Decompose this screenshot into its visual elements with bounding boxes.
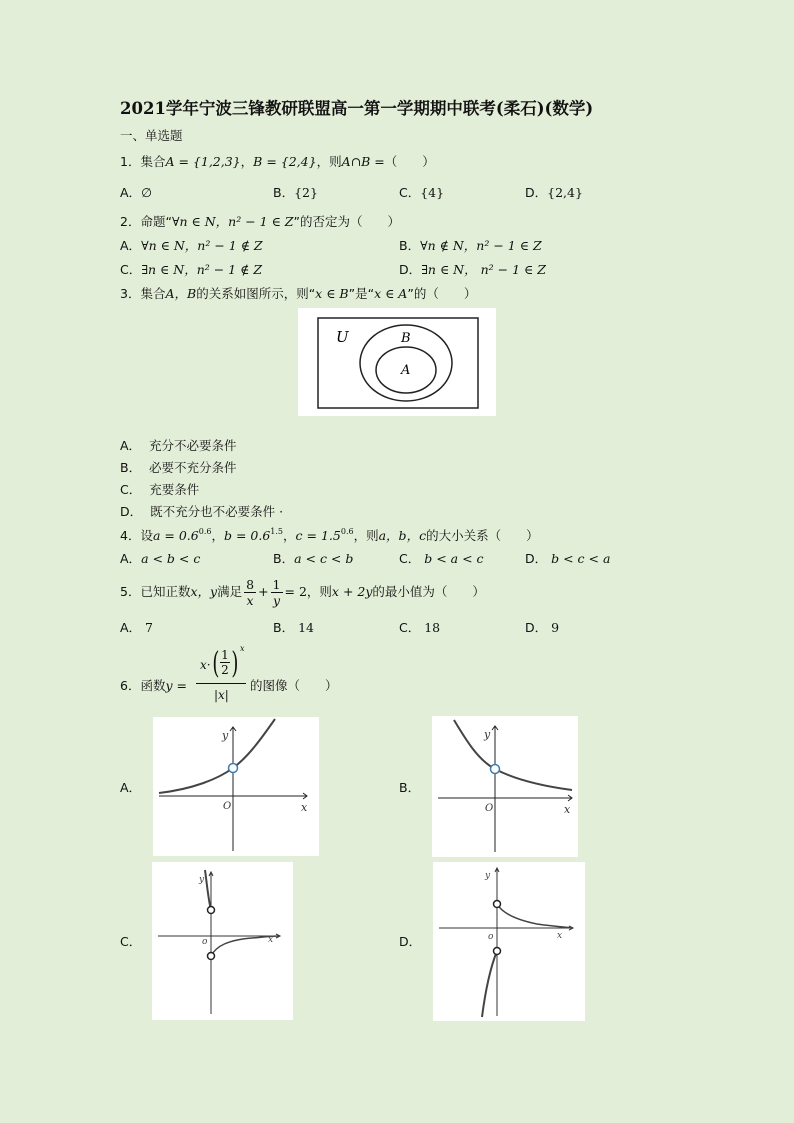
- q2-option-d[interactable]: [399, 262, 546, 278]
- option-label: C．: [120, 482, 142, 497]
- q6-half-den: 2: [221, 663, 229, 677]
- x-label: x: [268, 935, 274, 945]
- q1-number: 1．: [120, 154, 141, 169]
- option-text: 14: [298, 620, 314, 635]
- option-label: B．: [273, 620, 295, 635]
- option-text: 充分不必要条件: [149, 438, 237, 453]
- q6-option-c[interactable]: C．: [120, 934, 142, 949]
- stray-dot: ·: [279, 504, 284, 519]
- label-u: U: [336, 328, 349, 346]
- q4-option-a[interactable]: [120, 551, 200, 567]
- q5-frac-2: [271, 577, 283, 608]
- option-label: B．: [399, 238, 421, 253]
- q4-sep: ，: [211, 528, 224, 543]
- q4-ask-pre: ，则: [353, 528, 379, 543]
- option-text: {4}: [420, 185, 445, 200]
- q1-option-a[interactable]: [120, 185, 152, 201]
- q5-plus: +: [258, 584, 269, 599]
- q1-set-b: B = {2,4}: [253, 154, 317, 169]
- question-4: [120, 528, 539, 544]
- q5-option-d[interactable]: [525, 620, 559, 636]
- q1-option-d[interactable]: [525, 185, 583, 201]
- open-point-upper: [494, 901, 501, 908]
- q3-sets: A，B: [165, 286, 197, 301]
- q1-set-a: A = {1,2,3}: [165, 154, 241, 169]
- q4-sep: ，: [283, 528, 296, 543]
- open-point: [229, 764, 238, 773]
- q5-frac-1: [244, 577, 256, 608]
- q2-proposition: ∀n ∈ N，n² − 1 ∈ Z: [171, 214, 294, 229]
- label-b: B: [401, 331, 411, 346]
- option-label: D．: [525, 185, 548, 200]
- origin-label: O: [223, 801, 232, 812]
- q4-option-b[interactable]: [273, 551, 353, 567]
- option-text: 7: [145, 620, 153, 635]
- option-label: A．: [120, 438, 142, 453]
- q3-stem-mid2: ”是“: [348, 286, 375, 301]
- q3-option-d[interactable]: [120, 504, 283, 520]
- q3-cond-2: x ∈ A: [374, 286, 408, 301]
- q1-stem: 集合: [140, 154, 166, 169]
- q1-expr: A∩B =: [341, 154, 385, 169]
- q3-cond-1: x ∈ B: [315, 286, 349, 301]
- q6-stem-post: 的图像（ ）: [250, 678, 338, 693]
- origin-label: O: [485, 803, 494, 814]
- option-text: ∀n ∉ N，n² − 1 ∈ Z: [420, 238, 542, 253]
- q2-stem-pre: 命题“: [140, 214, 172, 229]
- q4-c-base: c = 1.5: [295, 528, 341, 543]
- curve: [454, 720, 572, 790]
- q3-option-c[interactable]: [120, 482, 199, 498]
- open-point-lower: [208, 953, 215, 960]
- q1-ask: ，则: [316, 154, 342, 169]
- q6-stem-left: [120, 678, 187, 694]
- q5-option-b[interactable]: [273, 620, 314, 636]
- q6-num-x: x·: [200, 658, 211, 672]
- option-label: B．: [273, 551, 295, 566]
- option-label: D．: [525, 620, 548, 635]
- option-text: b < a < c: [424, 551, 484, 566]
- q1-paren: （ ）: [384, 154, 435, 169]
- q5-ask-pre: ，则: [306, 584, 332, 599]
- q4-stem-pre: 设: [140, 528, 153, 543]
- q6-number: 6．: [120, 678, 141, 693]
- option-label: A．: [120, 620, 142, 635]
- q3-option-a[interactable]: [120, 438, 237, 454]
- option-label: D．: [525, 551, 548, 566]
- page-title: 2021学年宁波三锋教研联盟高一第一学期期中联考(柔石)(数学): [120, 99, 594, 118]
- section-heading: 一、单选题: [120, 128, 183, 143]
- open-point-upper: [208, 907, 215, 914]
- q5-number: 5．: [120, 584, 141, 599]
- q6-den: |x|: [214, 688, 229, 702]
- q6-exp: x: [240, 644, 245, 653]
- q5-vars: x，y: [190, 584, 218, 599]
- option-text: 充要条件: [149, 482, 200, 497]
- question-5: [120, 575, 485, 609]
- q1-option-b[interactable]: [273, 185, 318, 201]
- option-label: C．: [399, 620, 421, 635]
- option-label: A．: [120, 551, 142, 566]
- q4-a-base: a = 0.6: [152, 528, 199, 543]
- q5-option-a[interactable]: [120, 620, 153, 636]
- q5-frac-1-den: x: [246, 593, 254, 608]
- origin-label: o: [202, 937, 208, 947]
- graph-a[interactable]: [153, 717, 319, 856]
- question-2: [120, 214, 400, 230]
- q2-stem-post: ”的否定为（ ）: [293, 214, 400, 229]
- q6-left-paren: (: [212, 646, 220, 681]
- q6-right-paren: ): [231, 646, 239, 681]
- q3-stem-post: ”的（ ）: [407, 286, 477, 301]
- graph-c[interactable]: [152, 862, 293, 1020]
- origin-label: o: [488, 932, 494, 942]
- option-text: ∃n ∈ N， n² − 1 ∈ Z: [421, 262, 546, 277]
- q5-eq: = 2: [284, 584, 307, 599]
- q4-ask-post: 的大小关系（ ）: [426, 528, 539, 543]
- q4-b-exp: 1.5: [270, 527, 284, 536]
- q4-option-d[interactable]: [525, 551, 610, 567]
- q6-option-d[interactable]: D．: [399, 934, 422, 949]
- option-label: B．: [273, 185, 295, 200]
- question-3: [120, 286, 476, 302]
- q3-option-b[interactable]: [120, 460, 237, 476]
- curve-left: [482, 951, 497, 1017]
- q2-option-a[interactable]: [120, 238, 263, 254]
- x-label: x: [564, 803, 571, 816]
- q5-ask-post: 的最小值为（ ）: [372, 584, 485, 599]
- q6-half-num: 1: [221, 648, 229, 662]
- option-label: C．: [399, 185, 421, 200]
- option-text: {2}: [294, 185, 318, 200]
- q5-frac-2-den: y: [272, 593, 281, 608]
- option-text: a < c < b: [294, 551, 354, 566]
- q2-number: 2．: [120, 214, 141, 229]
- option-label: B．: [120, 460, 142, 475]
- y-label: y: [484, 728, 491, 741]
- q5-frac-1-num: 8: [246, 577, 255, 592]
- option-label: A．: [120, 185, 142, 200]
- option-text: ∀n ∈ N，n² − 1 ∉ Z: [141, 238, 263, 253]
- q6-option-a[interactable]: A．: [120, 780, 142, 795]
- q5-expr: x + 2y: [331, 584, 373, 599]
- option-text: ∃n ∈ N，n² − 1 ∉ Z: [141, 262, 263, 277]
- curve-right: [497, 904, 573, 928]
- option-label: C．: [120, 262, 142, 277]
- venn-diagram: [298, 308, 496, 416]
- q1-sep: ，: [240, 154, 254, 169]
- option-text: 9: [551, 620, 560, 635]
- q4-number: 4．: [120, 528, 141, 543]
- option-text: 必要不充分条件: [149, 460, 237, 475]
- x-label: x: [557, 931, 563, 941]
- q4-c-exp: 0.6: [340, 527, 354, 536]
- option-text: 既不充分也不必要条件: [150, 504, 276, 519]
- option-label: C．: [399, 551, 421, 566]
- y-label: y: [199, 875, 205, 885]
- q4-b-base: b = 0.6: [223, 528, 271, 543]
- y-label: y: [222, 729, 229, 742]
- q6-function-fraction: [196, 646, 248, 712]
- graph-d[interactable]: [433, 862, 585, 1021]
- open-point-lower: [494, 948, 501, 955]
- q1-option-c[interactable]: [399, 185, 444, 201]
- graph-b[interactable]: [432, 716, 578, 857]
- y-label: y: [485, 871, 491, 881]
- option-text: ∅: [141, 185, 152, 200]
- q2-option-c[interactable]: [120, 262, 262, 278]
- q5-option-c[interactable]: [399, 620, 440, 636]
- option-label: D．: [120, 504, 143, 519]
- label-a: A: [401, 363, 411, 378]
- question-1: [120, 154, 435, 170]
- option-text: 18: [424, 620, 441, 635]
- q6-y: y =: [165, 678, 187, 693]
- curve-left: [205, 870, 211, 910]
- q2-option-b[interactable]: [399, 238, 542, 254]
- open-point: [491, 765, 500, 774]
- option-text: a < b < c: [141, 551, 201, 566]
- q4-vars: a，b，c: [378, 528, 427, 543]
- option-label: A．: [120, 238, 142, 253]
- q5-stem-pre: 已知正数: [140, 584, 191, 599]
- x-label: x: [301, 801, 308, 814]
- q4-a-exp: 0.6: [198, 527, 212, 536]
- q5-frac-2-num: 1: [272, 577, 281, 592]
- option-text: {2,4}: [547, 185, 583, 200]
- q6-stem-pre: 函数: [140, 678, 166, 693]
- q4-option-c[interactable]: [399, 551, 484, 567]
- q6-option-b[interactable]: B．: [399, 780, 421, 795]
- q3-number: 3．: [120, 286, 141, 301]
- option-text: b < c < a: [551, 551, 611, 566]
- q3-stem-pre: 集合: [140, 286, 166, 301]
- option-label: D．: [399, 262, 422, 277]
- curve: [159, 719, 275, 793]
- q6-fraction-bar: [196, 683, 246, 684]
- q5-stem-mid: 满足: [217, 584, 243, 599]
- q3-stem-mid: 的关系如图所示，则“: [196, 286, 316, 301]
